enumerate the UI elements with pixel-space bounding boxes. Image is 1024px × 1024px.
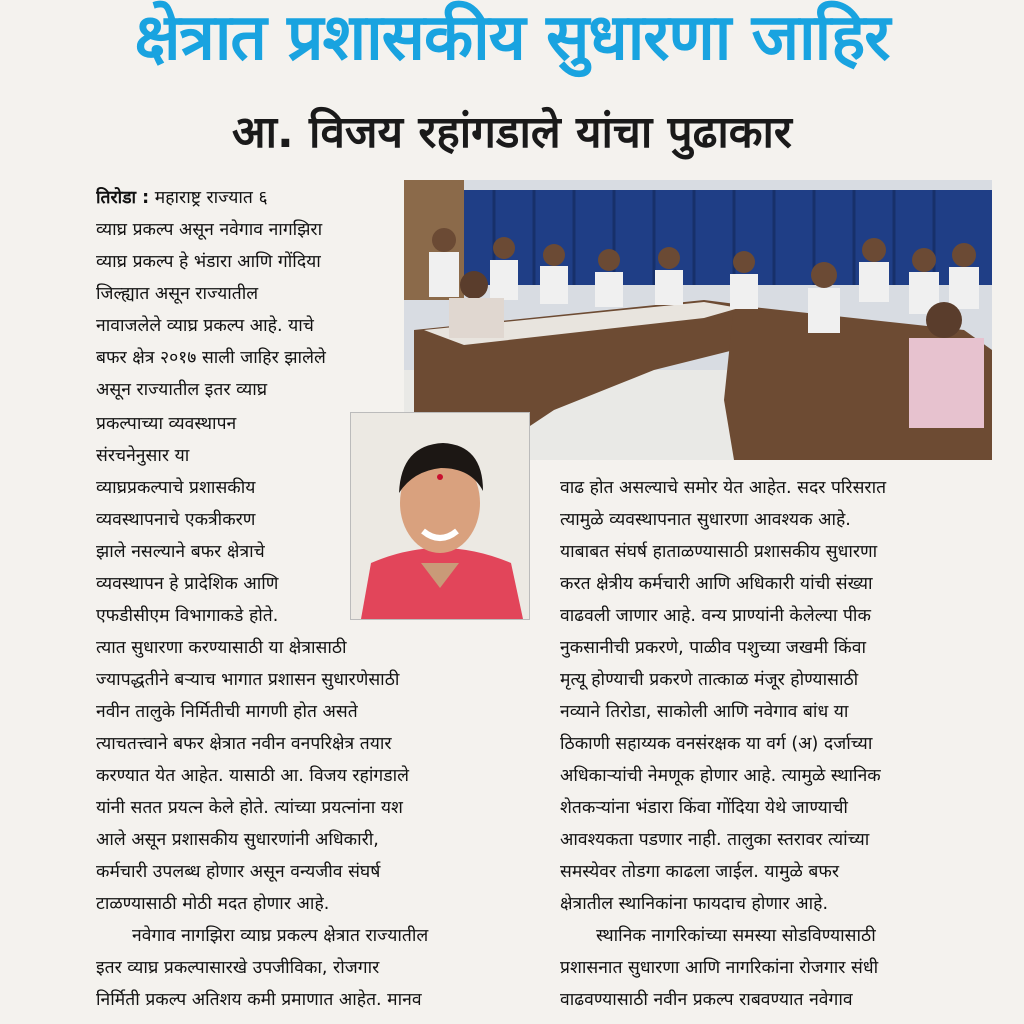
text-line: संरचनेनुसार या <box>96 446 190 466</box>
left-column-lower <box>96 632 526 1016</box>
text-line: बफर क्षेत्र २०१७ साली जाहिर झालेले <box>96 348 326 368</box>
text-line: व्याघ्रप्रकल्पाचे प्रशासकीय <box>96 478 256 498</box>
text-line: निर्मिती प्रकल्प अतिशय कमी प्रमाणात आहेत. मानव <box>96 990 422 1010</box>
text-line: अधिकाऱ्यांची नेमणूक होणार आहे. त्यामुळे स्थानिक <box>560 766 881 786</box>
text-line: करत क्षेत्रीय कर्मचारी आणि अधिकारी यांची संख्या <box>560 574 873 594</box>
text-line: प्रशासनात सुधारणा आणि नागरिकांना रोजगार संधी <box>560 958 879 978</box>
text-line: एफडीसीएम विभागाकडे होते. <box>96 606 279 626</box>
text-line: याबाबत संघर्ष हाताळण्यासाठी प्रशासकीय सुधारणा <box>560 542 878 562</box>
portrait-photo <box>350 412 530 620</box>
text-line: यांनी सतत प्रयत्न केले होते. त्यांच्या प्रयत्नांना यश <box>96 798 403 818</box>
text-line: वाढ होत असल्याचे समोर येत आहेत. सदर परिसरात <box>560 478 887 498</box>
text-line: त्याचतत्त्वाने बफर क्षेत्रात नवीन वनपरिक्षेत्र तयार <box>96 734 392 754</box>
text-line: व्यवस्थापन हे प्रादेशिक आणि <box>96 574 279 594</box>
text-line: टाळण्यासाठी मोठी मदत होणार आहे. <box>96 894 330 914</box>
text-line: मृत्यू होण्याची प्रकरणे तात्काळ मंजूर होण्यासाठी <box>560 670 859 690</box>
text-line: नावाजलेले व्याघ्र प्रकल्प आहे. याचे <box>96 316 314 336</box>
paragraph-line <box>96 182 400 214</box>
text-line: व्यवस्थापनाचे एकत्रीकरण <box>96 510 256 530</box>
text-line: जिल्ह्यात असून राज्यातील <box>96 284 259 304</box>
text-line: स्थानिक नागरिकांच्या समस्या सोडविण्यासाठी <box>596 926 876 946</box>
text-line: क्षेत्रातील स्थानिकांना फायदाच होणार आहे. <box>560 894 829 914</box>
text-line: त्यात सुधारणा करण्यासाठी या क्षेत्रासाठी <box>96 638 347 658</box>
text-line: व्याघ्र प्रकल्प हे भंडारा आणि गोंदिया <box>96 252 321 272</box>
text-line: नुकसानीची प्रकरणे, पाळीव पशुच्या जखमी किंवा <box>560 638 867 658</box>
text-line: नवीन तालुके निर्मितीची मागणी होत असते <box>96 702 358 722</box>
text-line: समस्येवर तोडगा काढला जाईल. यामुळे बफर <box>560 862 840 882</box>
dateline: तिरोडा : <box>96 188 150 208</box>
text-line: आले असून प्रशासकीय सुधारणांनी अधिकारी, <box>96 830 379 850</box>
text-line: व्याघ्र प्रकल्प असून नवेगाव नागझिरा <box>96 220 323 240</box>
headline: क्षेत्रात प्रशासकीय सुधारणा जाहिर <box>134 1 890 75</box>
text-line: वाढवली जाणार आहे. वन्य प्राण्यांनी केलेल्या पीक <box>560 606 871 626</box>
subheadline: आ. विजय रहांगडाले यांचा पुढाकार <box>232 107 792 158</box>
text-line: करण्यात येत आहेत. यासाठी आ. विजय रहांगडाले <box>96 766 409 786</box>
text-line: त्यामुळे व्यवस्थापनात सुधारणा आवश्यक आहे. <box>560 510 851 530</box>
text-line: प्रकल्पाच्या व्यवस्थापन <box>96 414 237 434</box>
left-column-top <box>96 182 400 406</box>
text-line: आवश्यकता पडणार नाही. तालुका स्तरावर त्यांच्या <box>560 830 870 850</box>
text-line: महाराष्ट्र राज्यात ६ <box>154 188 268 208</box>
text-line: असून राज्यातील इतर व्याघ्र <box>96 380 268 400</box>
text-line: कर्मचारी उपलब्ध होणार असून वन्यजीव संघर्ष <box>96 862 381 882</box>
text-line: इतर व्याघ्र प्रकल्पासारखे उपजीविका, रोजगार <box>96 958 380 978</box>
text-line: झाले नसल्याने बफर क्षेत्राचे <box>96 542 265 562</box>
text-line: शेतकऱ्यांना भंडारा किंवा गोंदिया येथे जाण्याची <box>560 798 848 818</box>
text-line: ज्यापद्धतीने बऱ्याच भागात प्रशासन सुधारणेसाठी <box>96 670 400 690</box>
left-column-middle <box>96 408 344 632</box>
text-line: वाढवण्यासाठी नवीन प्रकल्प राबवण्यात नवेगाव <box>560 990 853 1010</box>
text-line: नव्याने तिरोडा, साकोली आणि नवेगाव बांध या <box>560 702 849 722</box>
text-line: ठिकाणी सहाय्यक वनसंरक्षक या वर्ग (अ) दर्जाच्या <box>560 734 873 754</box>
right-column <box>560 472 990 1016</box>
text-line: नवेगाव नागझिरा व्याघ्र प्रकल्प क्षेत्रात राज्यातील <box>132 926 429 946</box>
